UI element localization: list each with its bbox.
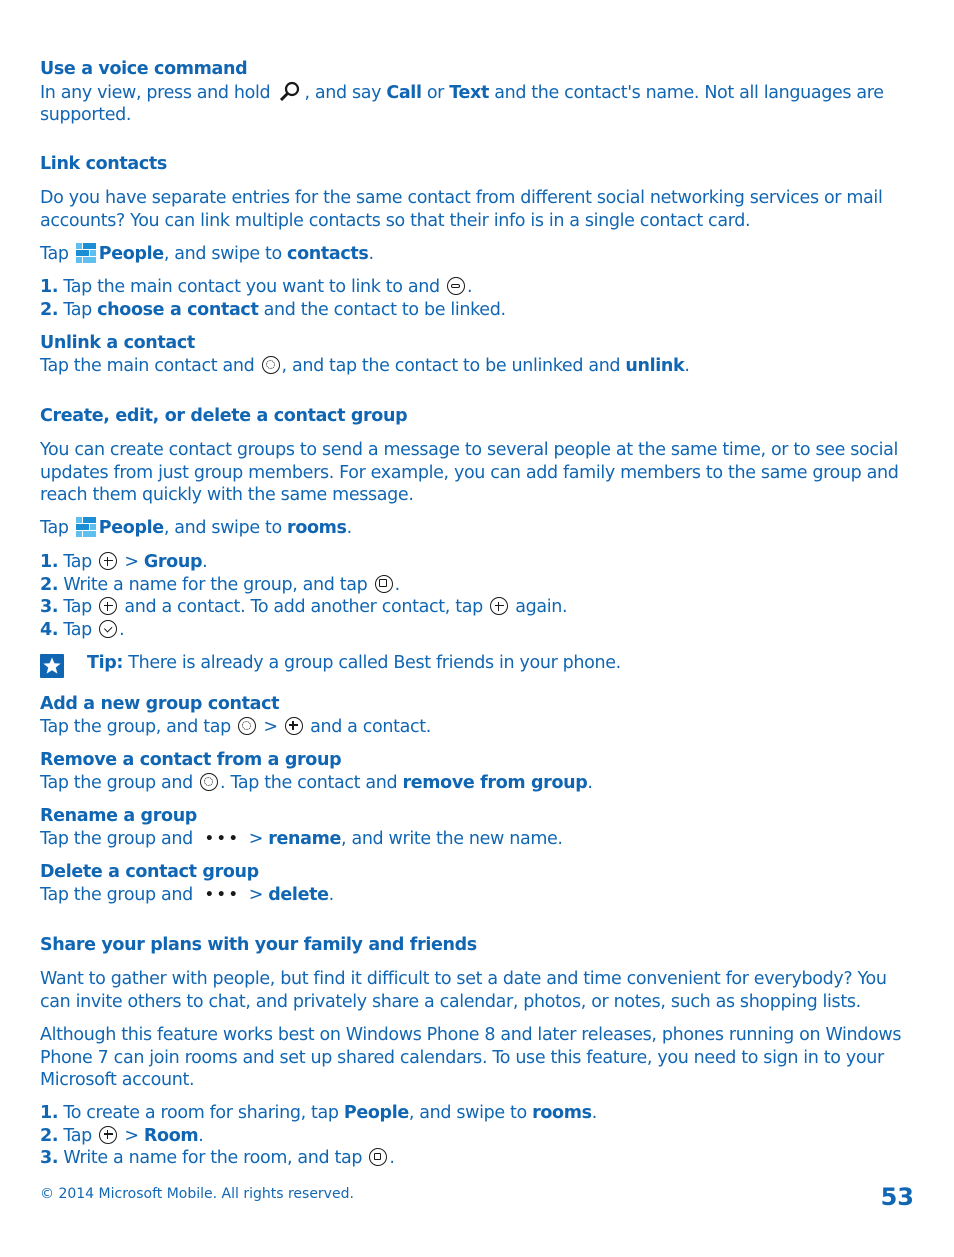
- list-item: 1. Tap > Group.: [40, 552, 208, 572]
- link-icon: [447, 277, 465, 295]
- intro-line: Do you have separate entries for the same contact from different social networking services or mail: [40, 188, 883, 208]
- paragraph-delete-group: Tap the group and ••• > delete.: [40, 884, 334, 905]
- list-item: 3. Tap and a contact. To add another contact, tap again.: [40, 597, 568, 617]
- list-item: 1. Tap the main contact you want to link to and .: [40, 277, 473, 297]
- paragraph-unlink: Tap the main contact and , and tap the contact to be unlinked and unlink.: [40, 355, 690, 376]
- heading-voice-command: Use a voice command: [40, 59, 248, 79]
- group-members-icon: [200, 773, 218, 791]
- share-plans-steps: [40, 1102, 920, 1170]
- paragraph-line: Although this feature works best on Windows Phone 8 and later releases, phones running on Windows: [40, 1025, 902, 1045]
- paragraph-rename-group: Tap the group and ••• > rename, and write the new name.: [40, 828, 563, 849]
- intro-line: You can create contact groups to send a message to several people at the same time, or to see social: [40, 440, 899, 460]
- add-icon: [99, 597, 117, 615]
- paragraph-line: can invite others to chat, and privately share a calendar, photos, or notes, such as shopping lists.: [40, 991, 861, 1012]
- heading-add-group-contact: Add a new group contact: [40, 694, 280, 714]
- heading-rename-group: Rename a group: [40, 806, 197, 826]
- check-icon: [99, 620, 117, 638]
- heading-remove-contact: Remove a contact from a group: [40, 750, 342, 770]
- contact-group-tap-line: [40, 517, 920, 540]
- people-tile-icon: [76, 243, 96, 263]
- paragraph-remove-contact: Tap the group and . Tap the contact and remove from group.: [40, 772, 593, 793]
- heading-share-plans: Share your plans with your family and friends: [40, 935, 477, 955]
- list-item: 1. To create a room for sharing, tap People, and swipe to rooms.: [40, 1103, 597, 1123]
- list-item: 2. Tap > Room.: [40, 1125, 204, 1146]
- section-contact-group: [40, 405, 920, 428]
- share-plans-para1: [40, 968, 920, 1013]
- paragraph-line: Phone 7 can join rooms and set up shared calendars. To use this feature, you need to sign in to your: [40, 1047, 884, 1068]
- intro-line: accounts? You can link multiple contacts so that their info is in a single contact card.: [40, 210, 751, 231]
- heading-delete-group: Delete a contact group: [40, 862, 259, 882]
- contact-group-intro: [40, 439, 920, 507]
- add-icon: [490, 597, 508, 615]
- share-plans-para2: [40, 1024, 920, 1092]
- linked-contact-icon: [262, 356, 280, 374]
- paragraph-voice-command-cont: supported.: [40, 105, 132, 125]
- list-item: 4. Tap .: [40, 619, 125, 640]
- page-number: 53: [880, 1183, 914, 1211]
- list-item: 3. Write a name for the room, and tap .: [40, 1148, 395, 1168]
- section-remove-contact: [40, 749, 920, 794]
- link-contacts-tap-line: [40, 243, 920, 266]
- add-icon: [99, 552, 117, 570]
- heading-contact-group: Create, edit, or delete a contact group: [40, 406, 408, 426]
- tip-star-icon: [40, 654, 64, 678]
- intro-line: reach them quickly with the same message.: [40, 485, 414, 505]
- tap-people-line: Tap People, and swipe to contacts.: [40, 244, 374, 264]
- link-contacts-steps: [40, 276, 920, 321]
- heading-link-contacts: Link contacts: [40, 154, 167, 174]
- more-icon: •••: [204, 886, 241, 903]
- paragraph-add-group-contact: Tap the group, and tap > and a contact.: [40, 716, 432, 737]
- people-tile-icon: [76, 517, 96, 537]
- save-icon: [375, 575, 393, 593]
- tip-box: [40, 652, 920, 675]
- section-delete-group: [40, 861, 920, 906]
- heading-unlink-contact: Unlink a contact: [40, 333, 195, 353]
- section-share-plans: [40, 934, 920, 957]
- list-item: 2. Tap choose a contact and the contact to be linked.: [40, 299, 506, 320]
- paragraph-line: Microsoft account.: [40, 1070, 195, 1090]
- section-voice-command: [40, 58, 920, 127]
- paragraph-voice-command: In any view, press and hold , and say Call or Text and the contact's name. Not all languages are: [40, 82, 884, 103]
- intro-line: updates from just group members. For example, you can add family members to the same group and: [40, 462, 899, 483]
- section-unlink-contact: [40, 332, 920, 377]
- copyright-footer: © 2014 Microsoft Mobile. All rights reserved.: [40, 1186, 354, 1202]
- tap-people-line: Tap People, and swipe to rooms.: [40, 518, 352, 538]
- save-icon: [369, 1148, 387, 1166]
- paragraph-line: Want to gather with people, but find it difficult to set a date and time convenient for everybody? You: [40, 969, 887, 989]
- link-contacts-intro: [40, 187, 920, 232]
- group-members-icon: [238, 717, 256, 735]
- search-icon: [279, 81, 301, 101]
- list-item: 2. Write a name for the group, and tap .: [40, 574, 400, 595]
- section-link-contacts: [40, 153, 920, 176]
- section-add-group-contact: [40, 693, 920, 738]
- add-icon: [285, 717, 303, 735]
- add-icon: [99, 1126, 117, 1144]
- tip-text: Tip: There is already a group called Best friends in your phone.: [87, 653, 621, 673]
- more-icon: •••: [204, 830, 241, 847]
- contact-group-steps: [40, 551, 920, 641]
- section-rename-group: [40, 805, 920, 850]
